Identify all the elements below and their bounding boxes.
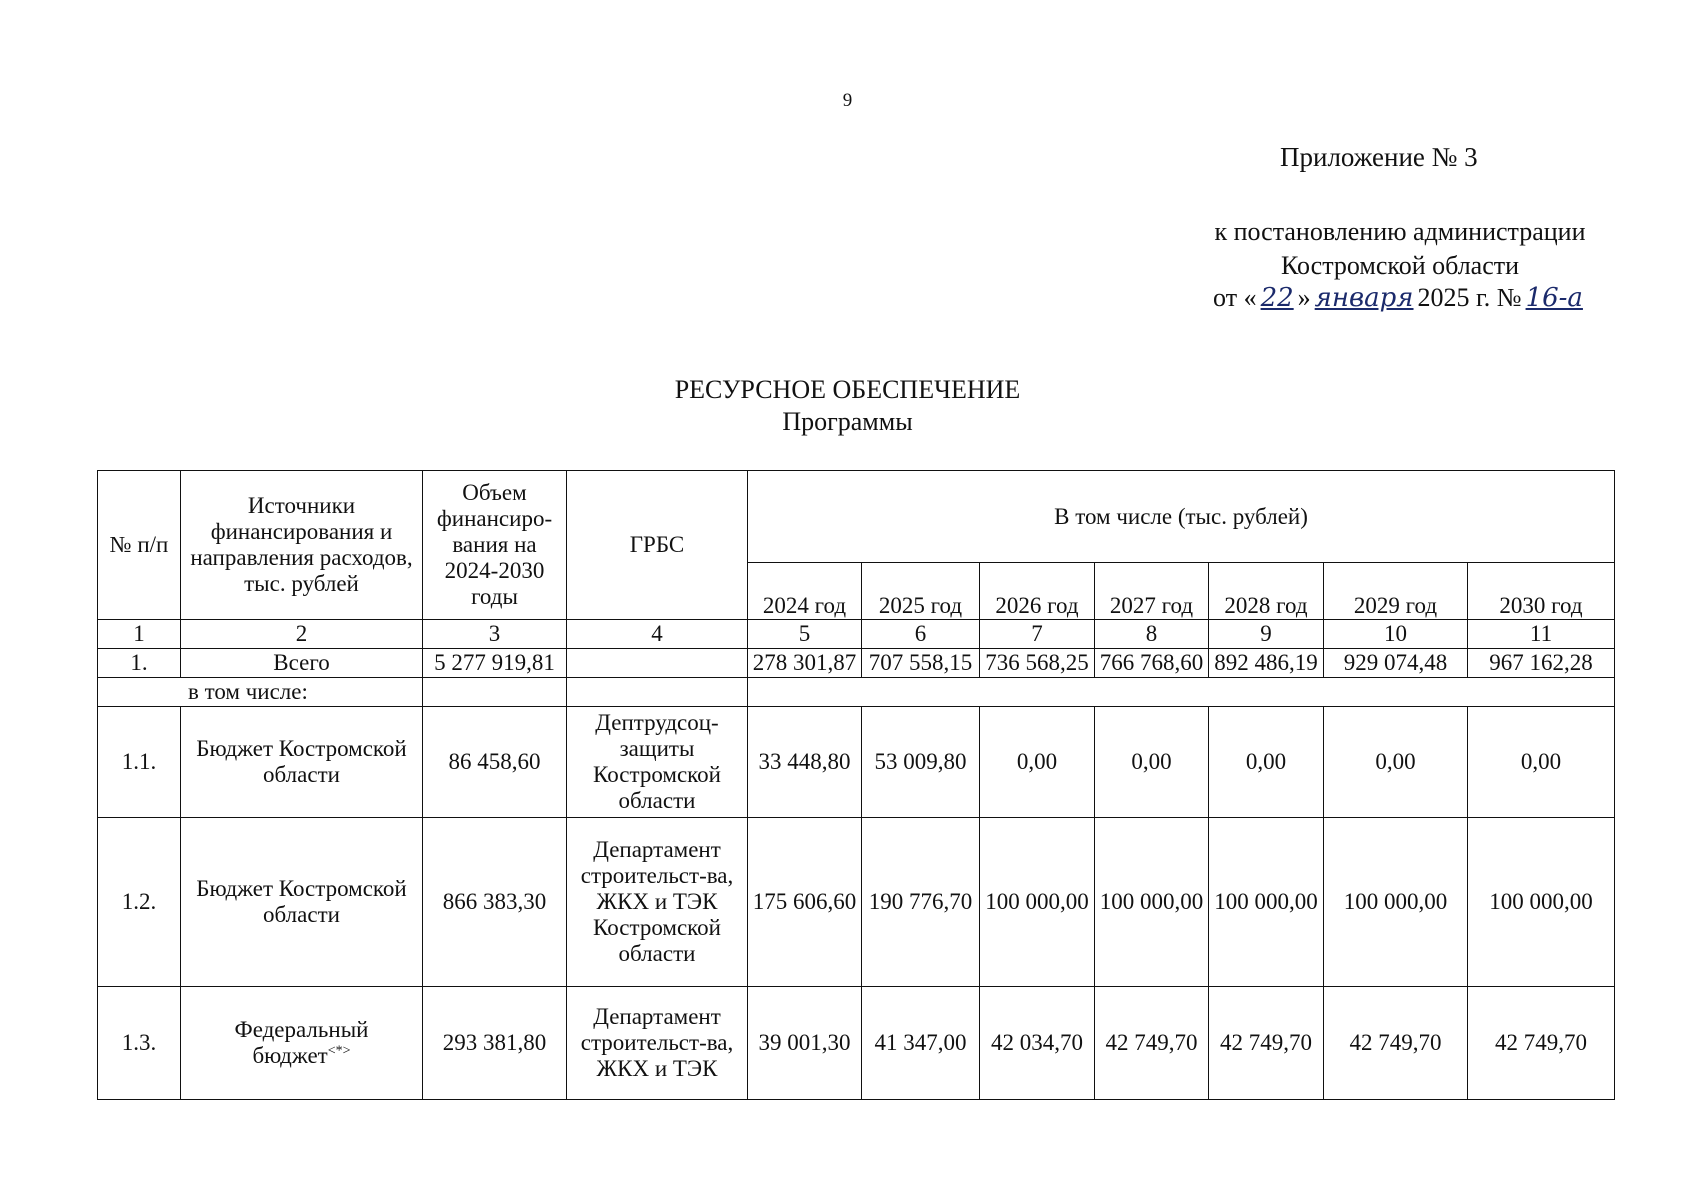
- decree-quote-close: »: [1297, 283, 1311, 312]
- row-num: 1.2.: [98, 818, 181, 987]
- row-grbs: Департамент строительст-ва, ЖКХ и ТЭК: [567, 987, 748, 1100]
- row-value: 0,00: [1468, 707, 1615, 818]
- including-row: [98, 678, 1615, 707]
- header-year: 2030 год: [1468, 563, 1615, 620]
- header-volume: Объем финансиро-вания на 2024-2030 годы: [423, 471, 567, 620]
- table-row: [98, 987, 1615, 1100]
- row-value: 190 776,70: [862, 818, 980, 987]
- row-volume: 293 381,80: [423, 987, 567, 1100]
- row-value: 41 347,00: [862, 987, 980, 1100]
- row-value: 33 448,80: [748, 707, 862, 818]
- row-value: 100 000,00: [1468, 818, 1615, 987]
- row-value: 42 749,70: [1324, 987, 1468, 1100]
- decree-month: января: [1314, 283, 1414, 313]
- row-volume: 866 383,30: [423, 818, 567, 987]
- decree-prefix: от «: [1213, 283, 1257, 312]
- row-value: 278 301,87: [748, 649, 862, 678]
- column-number: 3: [423, 620, 567, 649]
- row-num: 1.1.: [98, 707, 181, 818]
- column-number: 8: [1095, 620, 1209, 649]
- row-source-text: Бюджет Костромской области: [196, 736, 407, 787]
- decree-day: 22: [1260, 283, 1294, 313]
- column-number: 2: [181, 620, 423, 649]
- row-grbs: Дептрудсоц-защиты Костромской области: [567, 707, 748, 818]
- column-number: 6: [862, 620, 980, 649]
- header-num: № п/п: [98, 471, 181, 620]
- decree-date-line: [1130, 282, 1670, 314]
- appendix-label: Приложение № 3: [1280, 142, 1478, 172]
- document-subtitle: Программы: [782, 407, 913, 436]
- header-year: 2024 год: [748, 563, 862, 620]
- column-number: 10: [1324, 620, 1468, 649]
- row-value: 707 558,15: [862, 649, 980, 678]
- row-value: 100 000,00: [1209, 818, 1324, 987]
- row-grbs: [567, 649, 748, 678]
- header-year: 2028 год: [1209, 563, 1324, 620]
- row-value: 100 000,00: [980, 818, 1095, 987]
- table-row: [98, 707, 1615, 818]
- column-number: 11: [1468, 620, 1615, 649]
- row-value: 42 034,70: [980, 987, 1095, 1100]
- column-number: 7: [980, 620, 1095, 649]
- total-row: [98, 649, 1615, 678]
- column-number: 5: [748, 620, 862, 649]
- decree-year: 2025 г. №: [1417, 283, 1522, 312]
- header-source: Источники финансирования и направления расходов, тыс. рублей: [181, 471, 423, 620]
- table-row: [98, 818, 1615, 987]
- row-value: 100 000,00: [1095, 818, 1209, 987]
- header-year: 2026 год: [980, 563, 1095, 620]
- row-source-text: Бюджет Костромской области: [196, 876, 407, 927]
- row-value: 892 486,19: [1209, 649, 1324, 678]
- row-num: 1.3.: [98, 987, 181, 1100]
- row-source: [181, 707, 423, 818]
- row-value: 53 009,80: [862, 707, 980, 818]
- row-source: Всего: [181, 649, 423, 678]
- including-label: в том числе:: [98, 678, 423, 707]
- header-grbs: ГРБС: [567, 471, 748, 620]
- row-grbs: Департамент строительст-ва, ЖКХ и ТЭК Костромской области: [567, 818, 748, 987]
- row-value: 39 001,30: [748, 987, 862, 1100]
- empty-cell: [423, 678, 567, 707]
- row-value: 736 568,25: [980, 649, 1095, 678]
- header-year: 2029 год: [1324, 563, 1468, 620]
- row-value: 0,00: [1095, 707, 1209, 818]
- row-value: 929 074,48: [1324, 649, 1468, 678]
- column-number-row: [98, 620, 1615, 649]
- row-source-footnote: <*>: [327, 1043, 351, 1059]
- row-value: 0,00: [980, 707, 1095, 818]
- column-number: 4: [567, 620, 748, 649]
- empty-cell: [567, 678, 748, 707]
- row-value: 175 606,60: [748, 818, 862, 987]
- decree-line-1: к постановлению администрации: [1214, 217, 1586, 246]
- decree-number: 16-а: [1525, 283, 1583, 313]
- row-source-text: Федеральный бюджет: [234, 1017, 369, 1068]
- header-year: 2027 год: [1095, 563, 1209, 620]
- row-num: 1.: [98, 649, 181, 678]
- decree-line-2: Костромской области: [1280, 251, 1520, 280]
- empty-cell: [748, 678, 1615, 707]
- header-including: В том числе (тыс. рублей): [748, 471, 1615, 563]
- row-source: [181, 818, 423, 987]
- row-value: 0,00: [1324, 707, 1468, 818]
- row-value: 100 000,00: [1324, 818, 1468, 987]
- document-title: РЕСУРСНОЕ ОБЕСПЕЧЕНИЕ: [674, 375, 1021, 404]
- row-value: 42 749,70: [1209, 987, 1324, 1100]
- page-number: 9: [842, 90, 853, 111]
- row-volume: 5 277 919,81: [423, 649, 567, 678]
- column-number: 1: [98, 620, 181, 649]
- column-number: 9: [1209, 620, 1324, 649]
- row-value: 0,00: [1209, 707, 1324, 818]
- row-volume: 86 458,60: [423, 707, 567, 818]
- row-value: 42 749,70: [1095, 987, 1209, 1100]
- row-value: 42 749,70: [1468, 987, 1615, 1100]
- row-source: [181, 987, 423, 1100]
- resource-table: [97, 470, 1615, 1100]
- row-value: 766 768,60: [1095, 649, 1209, 678]
- header-year: 2025 год: [862, 563, 980, 620]
- row-value: 967 162,28: [1468, 649, 1615, 678]
